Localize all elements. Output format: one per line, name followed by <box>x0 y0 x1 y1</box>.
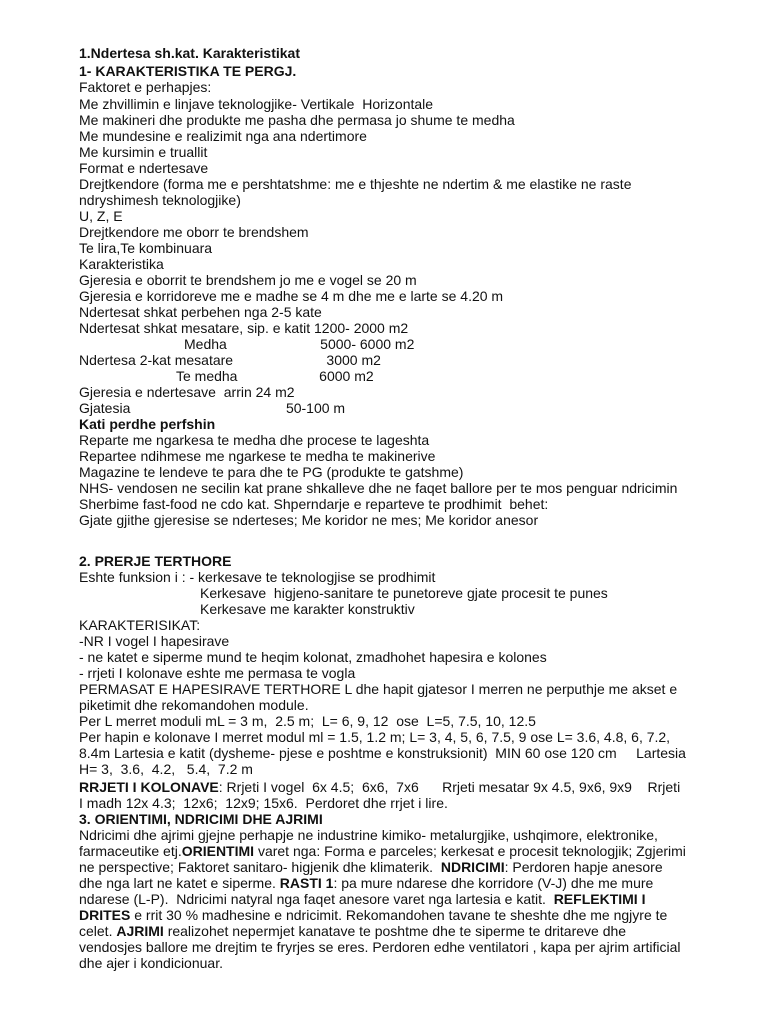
text-line: H= 3, 3.6, 4.2, 5.4, 7.2 m <box>79 761 253 777</box>
text-line: Ndertesat shkat mesatare, sip. e katit 1200- 2000 m2 <box>79 320 409 336</box>
bold-term: RRJETI I KOLONAVE <box>79 779 219 795</box>
bold-term: RASTI 1 <box>279 875 334 891</box>
text-line: 1.Ndertesa sh.kat. Karakteristikat <box>79 45 300 61</box>
text-line: vendosjes ballore me drejtim te fryrjes se eres. Perdoren edhe ventilatori , kapa per ajrim artificial <box>79 939 681 955</box>
text-line: Ndertesat shkat perbehen nga 2-5 kate <box>79 304 322 320</box>
text-line: Drejtkendore (forma me e pershtatshme: me e thjeshte ne ndertim & me elastike ne raste <box>79 176 632 192</box>
text-line: 1- KARAKTERISTIKA TE PERGJ. <box>79 63 297 79</box>
bold-term: DRITES <box>79 907 131 923</box>
text-line: RRJETI I KOLONAVE: Rrjeti I vogel 6x 4.5; 6x6, 7x6 Rrjeti mesatar 9x 4.5, 9x6, 9x9 Rrjeti <box>79 779 681 795</box>
text-line: NHS- vendosen ne secilin kat prane shkalleve dhe ne faqet ballore per te mos penguar ndricimin <box>79 480 678 496</box>
text-line: Gjate gjithe gjeresise se nderteses; Me koridor ne mes; Me koridor anesor <box>79 512 539 528</box>
bold-term: NDRICIMI <box>440 859 505 875</box>
text-line: 8.4m Lartesia e katit (dysheme- pjese e poshtme e konstruksionit) MIN 60 ose 120 cm Lartesia <box>79 745 686 761</box>
text-line: 3. ORIENTIMI, NDRICIMI DHE AJRIMI <box>79 811 323 827</box>
text-line: Kerkesave higjeno-sanitare te punetoreve gjate procesit te punes <box>200 585 608 601</box>
text-line: Te lira,Te kombinuara <box>79 240 213 256</box>
bold-term: ORIENTIMI <box>181 843 255 859</box>
text-line: I madh 12x 4.3; 12x6; 12x9; 15x6. Perdoret dhe rrjet i lire. <box>79 795 448 811</box>
text-line: Gjeresia e oborrit te brendshem jo me e vogel se 20 m <box>79 272 417 288</box>
bold-term: REFLEKTIMI I <box>553 891 646 907</box>
text-line: DRITES e rrit 30 % madhesine e ndricimit. Rekomandohen tavane te sheshte dhe me ngjyre te <box>79 907 668 923</box>
text-line: Kati perdhe perfshin <box>79 416 216 432</box>
text-line: -NR I vogel I hapesirave <box>79 633 230 649</box>
text-line: - ne katet e siperme mund te heqim kolonat, zmadhohet hapesira e kolones <box>79 649 547 665</box>
text-line: Kerkesave me karakter konstruktiv <box>200 601 415 617</box>
text-line: ne perspective; Faktoret sanitaro- higjenik dhe klimaterik. NDRICIMI: Perdoren hapje anesore <box>79 859 663 875</box>
text-line: Te medha 6000 m2 <box>79 368 374 384</box>
text-line: Medha 5000- 6000 m2 <box>79 336 415 352</box>
text-line: Gjeresia e ndertesave arrin 24 m2 <box>79 384 295 400</box>
text-line: Gjatesia 50-100 m <box>79 400 346 416</box>
text-line: U, Z, E <box>79 208 123 224</box>
text-line: - rrjeti I kolonave eshte me permasa te vogla <box>79 665 356 681</box>
text-line: ndryshimesh teknologjike) <box>79 192 241 208</box>
text-line: Per hapin e kolonave I merret modul ml = 1.5, 1.2 m; L= 3, 4, 5, 6, 7.5, 9 ose L= 3.6, 4.8, 6, 7.2, <box>79 729 671 745</box>
text-line: PERMASAT E HAPESIRAVE TERTHORE L dhe hapit gjatesor I merren ne perputhje me akset e <box>79 681 678 697</box>
text-line: ndarese (L-P). Ndricimi natyral nga faqet anesore varet nga lartesia e katit. REFLEKTIMI I <box>79 891 646 907</box>
text-line: Me makineri dhe produkte me pasha dhe permasa jo shume te medha <box>79 112 515 128</box>
text-line: Reparte me ngarkesa te medha dhe procese te lageshta <box>79 432 430 448</box>
text-line: Ndricimi dhe ajrimi gjejne perhapje ne industrine kimiko- metalurgjike, ushqimore, elektronike, <box>79 827 658 843</box>
text-line: Format e ndertesave <box>79 160 209 176</box>
text-line: Me mundesine e realizimit nga ana ndertimore <box>79 128 367 144</box>
text-line: Drejtkendore me oborr te brendshem <box>79 224 309 240</box>
text-line: Repartee ndihmese me ngarkese te medha te makinerive <box>79 448 436 464</box>
text-line: celet. AJRIMI realizohet nepermjet kanatave te poshtme dhe te siperme te dritareve dhe <box>79 923 627 939</box>
text-line: 2. PRERJE TERTHORE <box>79 553 232 569</box>
text-line: dhe ajer i kondicionuar. <box>79 955 223 971</box>
text-line: Magazine te lendeve te para dhe te PG (produkte te gatshme) <box>79 464 464 480</box>
text-line: Faktoret e perhapjes: <box>79 79 212 95</box>
text-line: farmaceutike etj.ORIENTIMI varet nga: Forma e parceles; kerkesat e procesit teknologjik; Zgjerimi <box>79 843 686 859</box>
text-line: KARAKTERISIKAT: <box>79 617 201 633</box>
text-line: Eshte funksion i : - kerkesave te teknologjise se prodhimit <box>79 569 436 585</box>
text-line: Me zhvillimin e linjave teknologjike- Vertikale Horizontale <box>79 96 434 112</box>
text-line: piketimit dhe rekomandohen module. <box>79 697 309 713</box>
text-line: Karakteristika <box>79 256 164 272</box>
text-line: Ndertesa 2-kat mesatare 3000 m2 <box>79 352 381 368</box>
bold-term: AJRIMI <box>116 923 164 939</box>
text-line: dhe nga lart ne katet e siperme. RASTI 1: pa mure ndarese dhe korridore (V-J) dhe me mure <box>79 875 654 891</box>
text-line: Sherbime fast-food ne cdo kat. Shperndarje e reparteve te prodhimit behet: <box>79 496 549 512</box>
text-line: Per L merret moduli mL = 3 m, 2.5 m; L= 6, 9, 12 ose L=5, 7.5, 10, 12.5 <box>79 713 536 729</box>
text-line: Me kursimin e truallit <box>79 144 208 160</box>
text-line: Gjeresia e korridoreve me e madhe se 4 m dhe me e larte se 4.20 m <box>79 288 504 304</box>
